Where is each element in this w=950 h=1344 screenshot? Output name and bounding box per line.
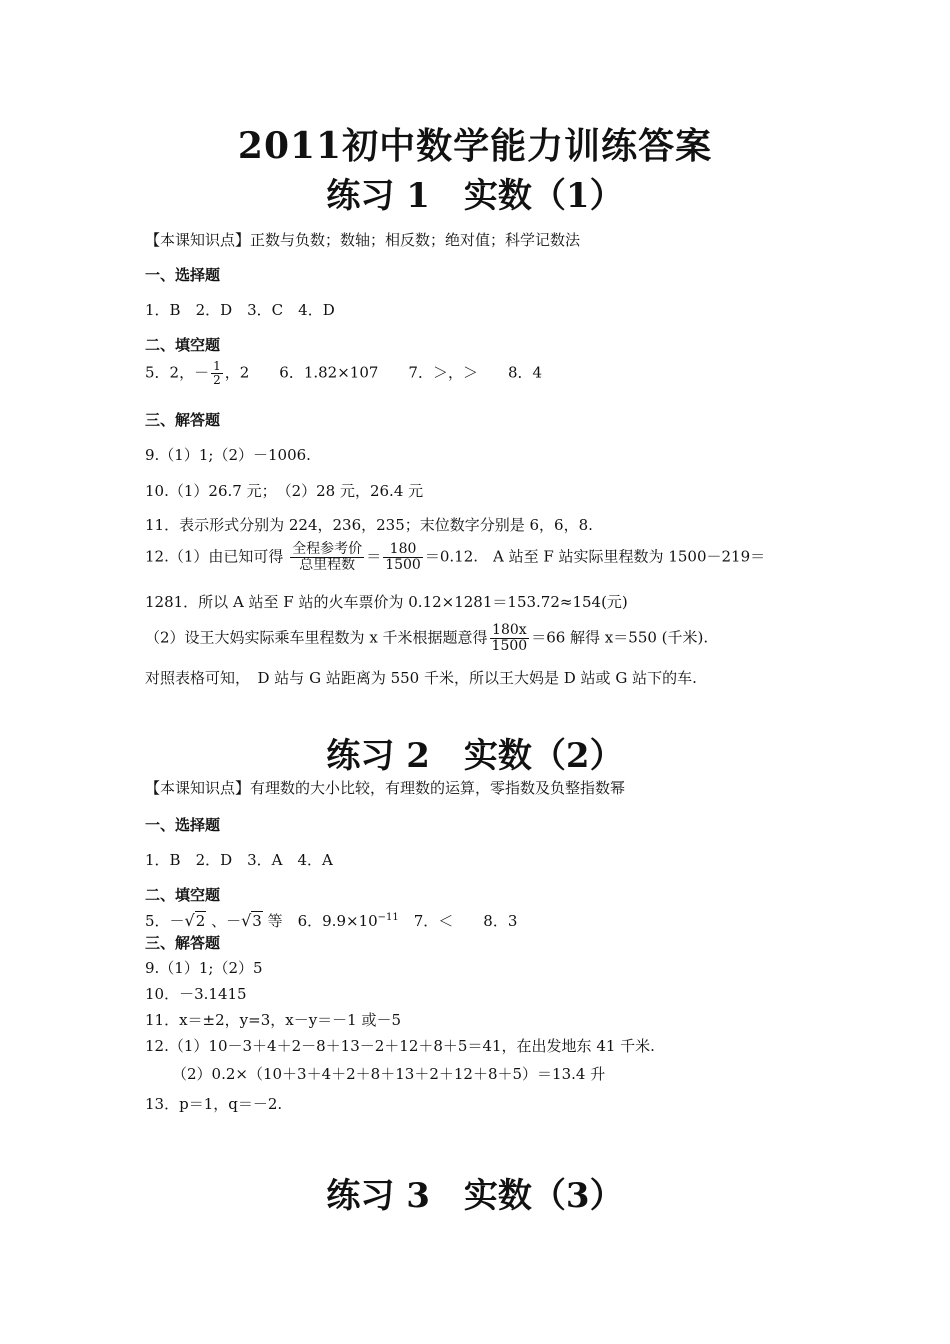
exercise-1-section-fill: 二、填空题	[145, 336, 221, 354]
exercise-1-section-solve: 三、解答题	[145, 411, 221, 429]
exercise-1-answer-11: 11．表示形式分别为 224，236，235；末位数字分别是 6，6，8.	[145, 516, 593, 534]
fill-text-mid: 、－	[206, 912, 242, 930]
fraction-price-per-km	[290, 542, 364, 573]
exercise-2-answer-9: 9.（1）1;（2）5	[145, 959, 263, 977]
exercise-1-answer-12-line-4: 对照表格可知， D 站与 G 站距离为 550 千米，所以王大妈是 D 站或 G 站下的车.	[145, 669, 697, 687]
fill-text-b: ，2 6．1.82×107 7．＞，＞ 8．4	[224, 363, 543, 382]
exercise-1-answer-10: 10.（1）26.7 元； （2）28 元，26.4 元	[145, 482, 424, 500]
exercise-1-answer-12-line-2: 1281．所以 A 站至 F 站的火车票价为 0.12×1281＝153.72≈154(元)	[145, 593, 628, 611]
fill-text-a: 5．－	[145, 912, 185, 930]
exercise-1-section-choice: 一、选择题	[145, 266, 221, 284]
exercise-1-answer-12-line-3	[145, 623, 708, 654]
exercise-2-answer-13: 13．p＝1，q＝－2.	[145, 1095, 283, 1113]
fraction-180-1500	[383, 542, 423, 573]
square-root-3	[241, 911, 263, 931]
radical-sign-icon: √	[184, 911, 195, 930]
fraction-one-half	[211, 360, 223, 387]
exercise-2-answer-12: 12.（1）10－3＋4＋2－8＋13－2＋12＋8＋5＝41，在出发地东 41 千米.	[145, 1037, 655, 1055]
equals-sign: ＝	[366, 547, 382, 566]
exercise-2-section-fill: 二、填空题	[145, 886, 221, 904]
exercise-2-title: 练习 2 实数（2）	[326, 736, 624, 776]
fraction-numerator: 全程参考价	[292, 541, 363, 557]
page-title: 2011初中数学能力训练答案	[237, 125, 713, 167]
exercise-1-fill-answers	[145, 360, 542, 387]
exercise-2-fill-answers	[145, 908, 517, 931]
fraction-denominator: 1500	[385, 557, 421, 573]
fraction-numerator: 1	[213, 359, 221, 373]
fraction-denominator: 1500	[491, 638, 528, 654]
exercise-3-title: 练习 3 实数（3）	[326, 1176, 624, 1216]
exercise-2-answer-10: 10．－3.1415	[145, 985, 247, 1003]
exercise-1-title: 练习 1 实数（1）	[326, 176, 624, 216]
answer-12-suffix: ＝0.12. A 站至 F 站实际里程数为 1500－219＝	[424, 547, 766, 566]
square-root-2	[185, 911, 207, 931]
exercise-2-section-choice: 一、选择题	[145, 816, 221, 834]
exercise-2-answer-11: 11．x＝±2，y=3，x－y＝－1 或－5	[145, 1011, 402, 1029]
fraction-denominator: 总里程数	[299, 557, 356, 573]
answer-12-part2-suffix: ＝66 解得 x＝550 (千米).	[531, 628, 709, 647]
radicand: 3	[252, 912, 262, 930]
exercise-2-knowledge: 【本课知识点】有理数的大小比较，有理数的运算，零指数及负整指数幂	[145, 779, 626, 797]
fill-text-a: 5．2，－	[145, 363, 210, 382]
fill-text-b: 等 6．9.9×10	[262, 912, 378, 930]
exercise-1-answer-12	[145, 542, 765, 573]
answer-12-prefix: 12.（1）由已知可得	[145, 547, 284, 566]
exponent: −11	[377, 912, 399, 923]
fraction-180x-1500	[490, 623, 530, 654]
exercise-1-knowledge: 【本课知识点】正数与负数；数轴；相反数；绝对值；科学记数法	[145, 231, 581, 249]
fill-text-c: 7．＜ 8．3	[398, 912, 518, 930]
fraction-denominator: 2	[213, 373, 221, 387]
exercise-1-choice-answers: 1．B 2．D 3．C 4．D	[145, 301, 335, 319]
exercise-1-answer-9: 9.（1）1;（2）－1006.	[145, 446, 311, 464]
exercise-2-answer-12-part-2: （2）0.2×（10＋3＋4＋2＋8＋13＋2＋12＋8＋5）＝13.4 升	[172, 1065, 606, 1083]
radicand: 2	[195, 912, 206, 930]
exercise-2-choice-answers: 1．B 2．D 3．A 4．A	[145, 851, 333, 869]
fraction-numerator: 180	[383, 542, 423, 558]
exercise-2-section-solve: 三、解答题	[145, 934, 221, 952]
answer-12-part2-prefix: （2）设王大妈实际乘车里程数为 x 千米根据题意得	[145, 628, 488, 647]
radical-sign-icon: √	[241, 911, 252, 930]
fraction-numerator: 180x	[490, 623, 530, 639]
